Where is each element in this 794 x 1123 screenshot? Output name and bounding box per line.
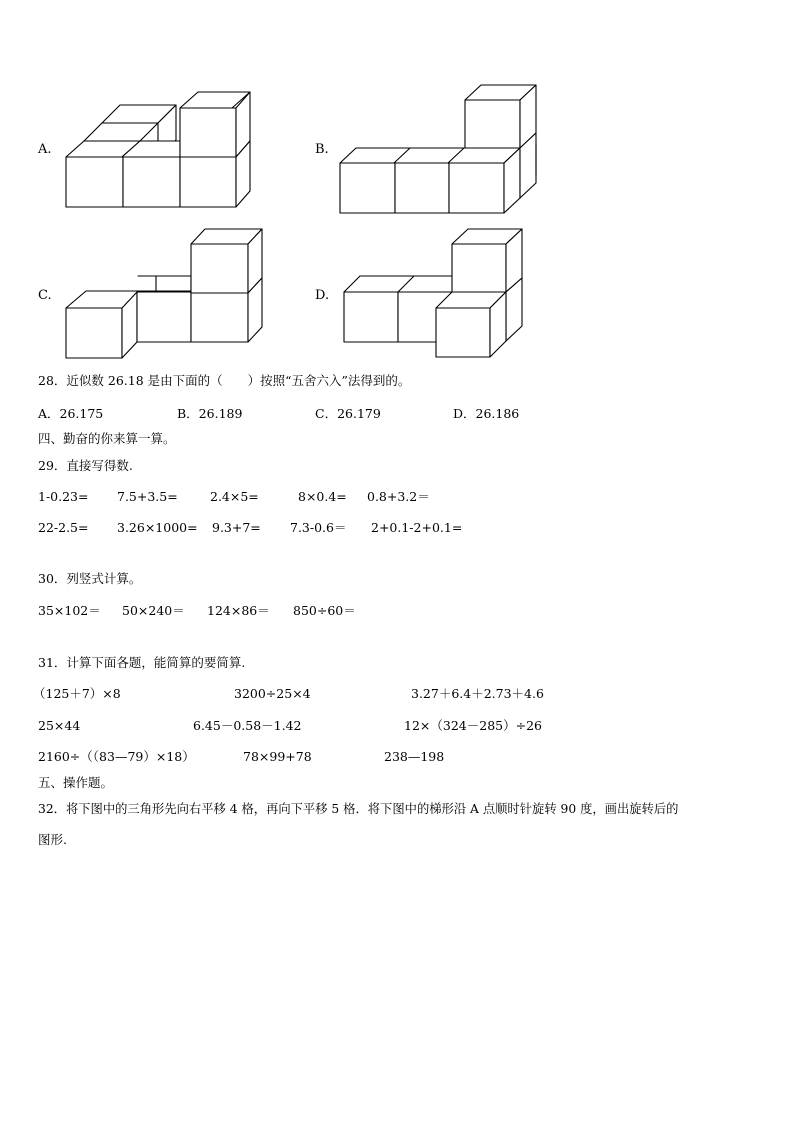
q30-item: 850÷60＝ [293, 603, 356, 618]
q28-option-a: A．26.175 [38, 406, 104, 421]
section-5-title: 五、操作题。 [38, 775, 114, 790]
option-a-label: A. [38, 142, 52, 157]
q31-title: 31．计算下面各题，能简算的要简算. [38, 655, 246, 670]
q30-item: 35×102＝ [38, 603, 101, 618]
q30-item: 50×240＝ [122, 603, 185, 618]
q29-item: 0.8+3.2＝ [367, 489, 430, 504]
q28-option-c: C．26.179 [315, 406, 381, 421]
figure-b-cubes [330, 80, 550, 220]
option-d-label: D. [315, 288, 330, 303]
section-4-title: 四、勤奋的你来算一算。 [38, 431, 176, 446]
q28-option-b: B．26.189 [177, 406, 243, 421]
q31-item: 2160÷（（83—79）×18） [38, 749, 195, 764]
q28-text: 28．近似数 26.18 是由下面的（ ）按照“五舍六入”法得到的。 [38, 373, 411, 388]
q29-item: 22-2.5= [38, 520, 89, 535]
figure-d-cubes [335, 220, 535, 365]
q31-item: 78×99+78 [243, 749, 312, 764]
q29-item: 8×0.4= [298, 489, 347, 504]
q29-item: 9.3+7= [212, 520, 261, 535]
q29-item: 7.5+3.5= [117, 489, 178, 504]
q29-item: 7.3-0.6＝ [290, 520, 347, 535]
figure-a-cubes [55, 85, 265, 215]
option-b-label: B. [315, 142, 329, 157]
q29-item: 2+0.1-2+0.1= [371, 520, 463, 535]
q31-item: 12×（324－285）÷26 [404, 718, 542, 733]
q30-item: 124×86＝ [207, 603, 270, 618]
q30-title: 30．列竖式计算。 [38, 571, 142, 586]
q28-option-d: D．26.186 [453, 406, 520, 421]
q29-item: 2.4×5= [210, 489, 259, 504]
option-c-label: C. [38, 288, 52, 303]
q31-item: （125＋7）×8 [33, 686, 121, 701]
q32-text-line2: 图形. [38, 832, 67, 847]
q31-item: 25×44 [38, 718, 81, 733]
q29-item: 3.26×1000= [117, 520, 198, 535]
figure-c-cubes [55, 220, 275, 365]
q29-item: 1-0.23= [38, 489, 89, 504]
q31-item: 6.45－0.58－1.42 [193, 718, 302, 733]
q29-title: 29．直接写得数. [38, 458, 133, 473]
q32-text-line1: 32．将下图中的三角形先向右平移 4 格，再向下平移 5 格．将下图中的梯形沿 A 点顺时针旋转 90 度，画出旋转后的 [38, 802, 679, 816]
q31-item: 3200÷25×4 [234, 686, 311, 701]
q31-item: 238—198 [384, 749, 445, 764]
q31-item: 3.27＋6.4＋2.73＋4.6 [411, 686, 544, 701]
